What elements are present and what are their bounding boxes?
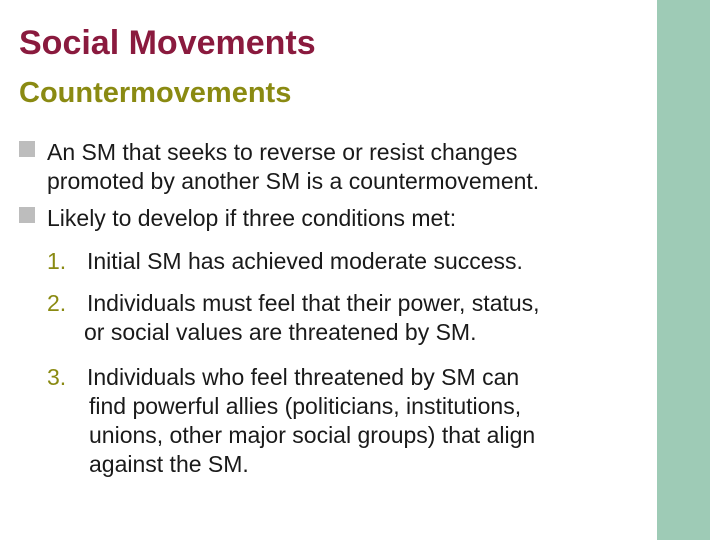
bullet-text — [47, 204, 647, 233]
side-accent-bar — [657, 0, 710, 540]
slide-title: Social Movements — [19, 24, 316, 62]
item-line: find powerful allies (politicians, institutions, — [89, 393, 522, 419]
item-text — [84, 289, 647, 347]
bullet-line: An SM that seeks to reverse or resist changes — [47, 139, 518, 165]
square-bullet-icon — [19, 207, 35, 223]
item-line: Individuals who feel threatened by SM can — [87, 364, 520, 390]
item-line: unions, other major social groups) that align — [89, 422, 536, 448]
item-line: Initial SM has achieved moderate success. — [87, 248, 523, 274]
bullet-line: Likely to develop if three conditions met: — [47, 205, 457, 231]
item-line: or social values are threatened by SM. — [84, 319, 477, 345]
bullet-text — [47, 138, 647, 196]
bullet-item-2 — [19, 204, 649, 234]
slide-subtitle: Countermovements — [19, 77, 292, 109]
bullet-item-1 — [19, 138, 649, 198]
item-number: 2. — [47, 290, 67, 316]
item-number: 1. — [47, 248, 67, 274]
item-line: Individuals must feel that their power, status, — [87, 290, 540, 316]
bullet-line: promoted by another SM is a countermovement. — [47, 168, 540, 194]
item-text — [87, 363, 647, 479]
side-margin — [710, 0, 720, 540]
item-number: 3. — [47, 364, 67, 390]
item-text — [87, 247, 647, 276]
item-line: against the SM. — [89, 451, 249, 477]
square-bullet-icon — [19, 141, 35, 157]
